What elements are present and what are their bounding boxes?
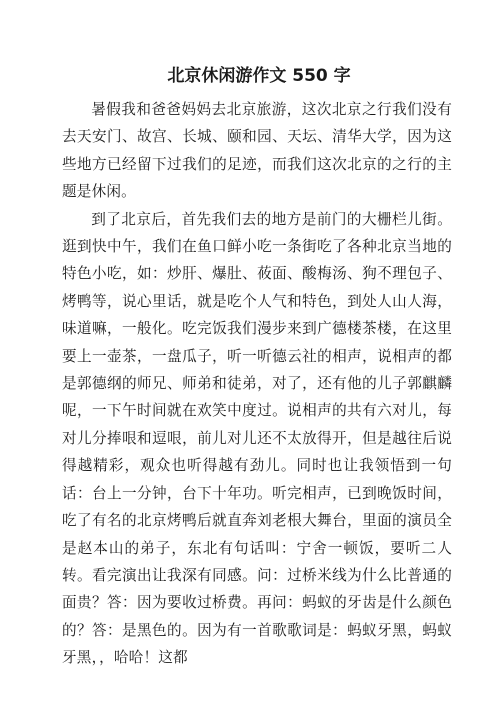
page-title: 北京休闲游作文 550 字 — [167, 66, 351, 86]
paragraph-2: 到了北京后，首先我们去的地方是前门的大栅栏儿街。逛到快中午，我们在鱼口鲜小吃一条街吃了各种北京当地的特色小吃，如：炒肝、爆肚、莜面、酸梅汤、狗不理包子、烤鸭等，说心里话，就是吃个人气和特色，到处人山人海，味道嘛，一般化。吃完饭我们漫步来到广德楼茶楼，在这里要上一壶茶，一盘瓜子，听一听德云社的相声，说相声的都是郭德纲的师兄、师弟和徒弟，对了，还有他的儿子郭麒麟呢，一下午时间就在欢笑中度过。说相声的共有六对儿，每对儿分捧哏和逗哏，前儿对儿还不太放得开，但是越往后说得越精彩，观众也听得越有劲儿。同时也让我领悟到一句话：台上一分钟，台下十年功。听完相声，已到晚饭时间，吃了有名的北京烤鸭后就直奔刘老根大舞台，里面的演员全是赵本山的弟子，东北有句话叫：宁舍一顿饭，要听二人转。看完演出让我深有同感。问：过桥米线为什么比普通的面贵？答：因为要收过桥费。再问：蚂蚁的牙齿是什么颜色的？答：是黑色的。因为有一首歌歌词是：蚂蚁牙黑，蚂蚁牙黑，，哈哈！这都 — [62, 210, 452, 667]
paragraph-1: 暑假我和爸爸妈妈去北京旅游，这次北京之行我们没有去天安门、故宫、长城、颐和园、天坛、清华大学，因为这些地方已经留下过我们的足迹，而我们这次北京的之行的主题是休闲。 — [62, 101, 452, 201]
essay-body — [62, 96, 452, 672]
